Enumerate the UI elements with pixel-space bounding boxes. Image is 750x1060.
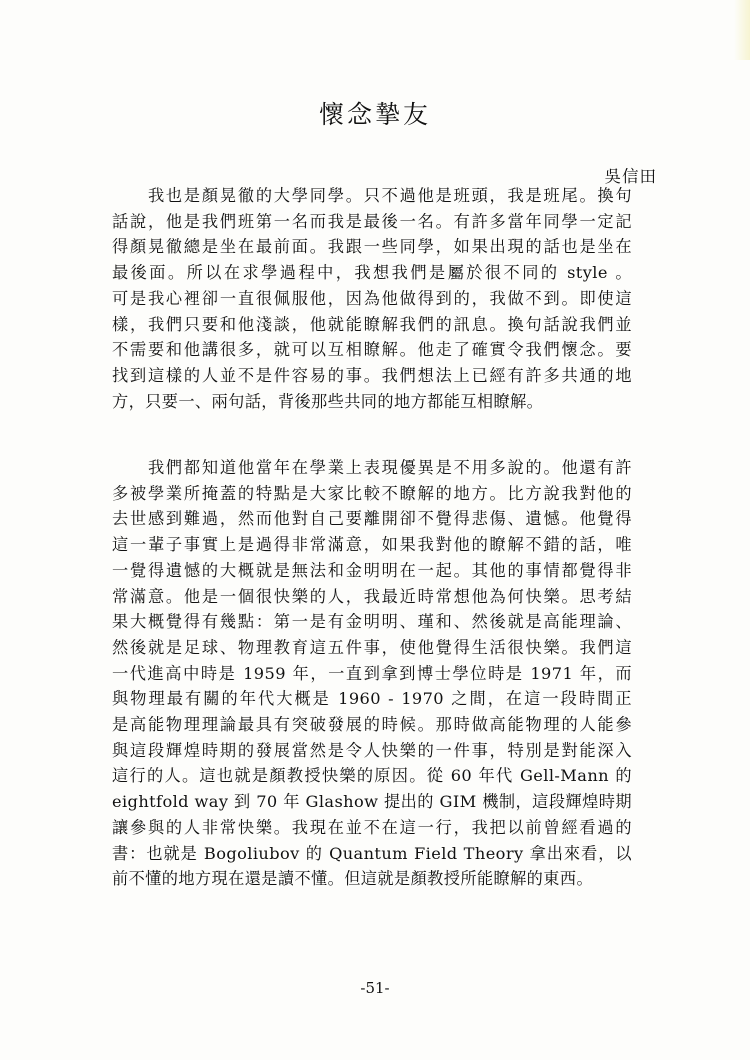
page-title: 懷念摯友: [318, 100, 431, 129]
paragraph-1: [112, 183, 632, 414]
paragraph-line: 一覺得遺憾的大概就是無法和金明明在一起。其他的事情都覺得非: [112, 560, 632, 580]
paragraph-line: 讓參與的人非常快樂。我現在並不在這一行，我把以前曾經看過的: [112, 817, 632, 837]
paragraph-line: 得顏晃徹總是坐在最前面。我跟一些同學，如果出現的話也是坐在: [112, 237, 632, 257]
paragraph-line: 是高能物理理論最具有突破發展的時候。那時做高能物理的人能參: [112, 715, 632, 735]
paragraph-line: 我也是顏晃徹的大學同學。只不過他是班頭，我是班尾。換句: [112, 186, 632, 205]
paragraph-line: 樣，我們只要和他淺談，他就能瞭解我們的訊息。換句話說我們並: [112, 314, 632, 334]
paragraph-line: 一代進高中時是 1959 年，一直到拿到博士學位時是 1971 年，而: [112, 663, 632, 683]
paragraph-line: 與物理最有關的年代大概是 1960 - 1970 之間，在這一段時間正: [112, 689, 632, 709]
paper-edge-stain: [734, 0, 750, 60]
paragraph-line: 話說，他是我們班第一名而我是最後一名。有許多當年同學一定記: [112, 211, 632, 231]
paragraph-line: 去世感到難過，然而他對自己要離開卻不覺得悲傷、遺憾。他覺得: [112, 509, 632, 529]
paragraph-2: [112, 455, 632, 892]
paragraph-line: 這行的人。這也就是顏教授快樂的原因。從 60 年代 Gell-Mann 的: [112, 766, 632, 786]
paragraph-line: 可是我心裡卻一直很佩服他，因為他做得到的，我做不到。即使這: [112, 288, 632, 308]
paragraph-line: 前不懂的地方現在還是讀不懂。但這就是顏教授所能瞭解的東西。: [112, 869, 594, 889]
paragraph-line: 書：也就是 Bogoliubov 的 Quantum Field Theory 拿出來看，以: [112, 843, 632, 863]
paragraph-line: 最後面。所以在求學過程中，我想我們是屬於很不同的 style 。: [112, 263, 632, 283]
paragraph-line: 找到這樣的人並不是件容易的事。我們想法上已經有許多共通的地: [112, 365, 632, 385]
paragraph-line: 方，只要一、兩句話，背後那些共同的地方都能互相瞭解。: [112, 391, 544, 411]
paragraph-line: 多被學業所掩蓋的特點是大家比較不瞭解的地方。比方說我對他的: [112, 483, 632, 503]
paragraph-line: 我們都知道他當年在學業上表現優異是不用多說的。他還有許: [112, 458, 632, 477]
paragraph-line: 然後就是足球、物理教育這五件事，使他覺得生活很快樂。我們這: [112, 637, 632, 657]
paragraph-line: eightfold way 到 70 年 Glashow 提出的 GIM 機制，這段輝煌時期: [112, 792, 632, 812]
paragraph-line: 不需要和他講很多，就可以互相瞭解。他走了確實令我們懷念。要: [112, 340, 632, 360]
paragraph-line: 這一輩子事實上是過得非常滿意，如果我對他的瞭解不錯的話，唯: [112, 535, 632, 555]
paragraph-line: 常滿意。他是一個很快樂的人，我最近時常想他為何快樂。思考結: [112, 586, 632, 606]
page-number: -51-: [360, 979, 390, 997]
author-name: 吳信田: [604, 167, 657, 186]
paragraph-line: 與這段輝煌時期的發展當然是令人快樂的一件事，特別是對能深入: [112, 740, 632, 760]
paragraph-line: 果大概覺得有幾點：第一是有金明明、瑾和、然後就是高能理論、: [112, 612, 632, 632]
